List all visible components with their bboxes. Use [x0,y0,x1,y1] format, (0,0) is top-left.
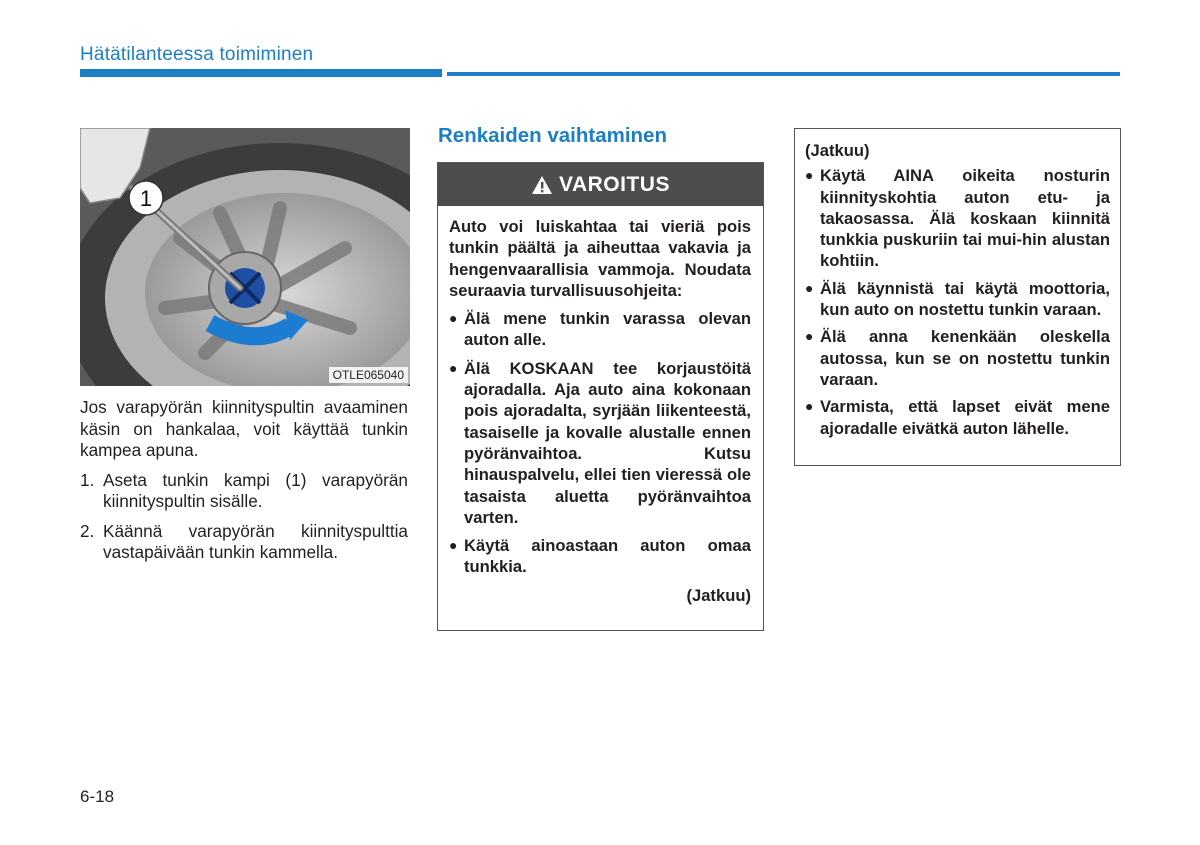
warning-box [437,162,764,631]
intro-paragraph: Jos varapyörän kiinnityspultin avaaminen käsin on hankalaa, voit käyttää tunkin kampea apuna. [80,397,408,460]
continuation-bullet [805,165,1110,271]
spare-wheel-illustration [80,128,410,386]
warning-triangle-icon [531,175,553,195]
bullet-dot: ● [805,279,814,296]
section-title: Renkaiden vaihtaminen [438,124,667,147]
bullet-dot: ● [449,359,458,376]
step-item [80,470,408,513]
bullet-text: Varmista, että lapset eivät mene ajoradalle eivätkä auton lähelle. [820,397,1110,438]
continuation-bullet [805,396,1110,439]
step-number: 1. [80,469,95,490]
bullet-text: Älä mene tunkin varassa olevan auton alle. [464,309,751,350]
step-number: 2. [80,520,95,541]
bullet-dot: ● [805,398,814,415]
bullet-text: Käytä AINA oikeita nosturin kiinnityskohtia auton etu- ja takaosassa. Älä koskaan kiinnitä tunkkia puskuriin tai mui-hin alustan kohtiin. [820,166,1110,271]
continuation-box [794,128,1121,466]
page-number: 6-18 [80,787,115,806]
warning-heading: VAROITUS [559,172,670,196]
section-header-title: Hätätilanteessa toimiminen [80,44,314,65]
bullet-text: Älä anna kenenkään oleskella autossa, kun se on nostettu tunkin varaan. [820,327,1110,389]
continued-note: (Jatkuu) [686,585,751,605]
bullet-dot: ● [805,167,814,184]
bullet-text: Käytä ainoastaan auton omaa tunkkia. [464,536,751,577]
warning-body [438,206,763,606]
header-rule-thin [447,72,1120,76]
figure-code: OTLE065040 [329,367,408,383]
continuation-bullet [805,278,1110,321]
wheel-drawing [80,128,410,386]
callout-label: 1 [139,186,153,211]
header-rule-thick [80,69,442,77]
warning-bullet [449,535,751,578]
warning-bullet [449,308,751,351]
warning-bullet [449,358,751,528]
left-column-text [80,397,408,572]
warning-intro: Auto voi luiskahtaa tai vieriä pois tunkin päältä ja aiheuttaa vakavia ja hengenvaarallisia vammoja. Noudata seuraavia turvallisuusohjeita: [449,217,751,300]
warning-header [438,163,763,206]
continuation-heading: (Jatkuu) [805,141,870,160]
step-text: Aseta tunkin kampi (1) varapyörän kiinnityspultin sisälle. [103,469,408,511]
bullet-text: Älä KOSKAAN tee korjaustöitä ajoradalla. Aja auto aina kokonaan pois ajoradalta, syrjään liikenteestä, tasaiselle ja kovalle alustalle ennen pyöränvaihtoa. Kutsu hinauspalvelu, ellei tien vieressä ole tasaista aluetta pyöränvaihtoa varten. [464,358,751,527]
bullet-dot: ● [449,310,458,327]
bullet-dot: ● [805,328,814,345]
step-item [80,521,408,564]
bullet-dot: ● [449,537,458,554]
continuation-bullet [805,326,1110,390]
bullet-text: Älä käynnistä tai käytä moottoria, kun auto on nostettu tunkin varaan. [820,278,1110,320]
step-text: Käännä varapyörän kiinnityspulttia vastapäivään tunkin kammella. [103,520,408,562]
